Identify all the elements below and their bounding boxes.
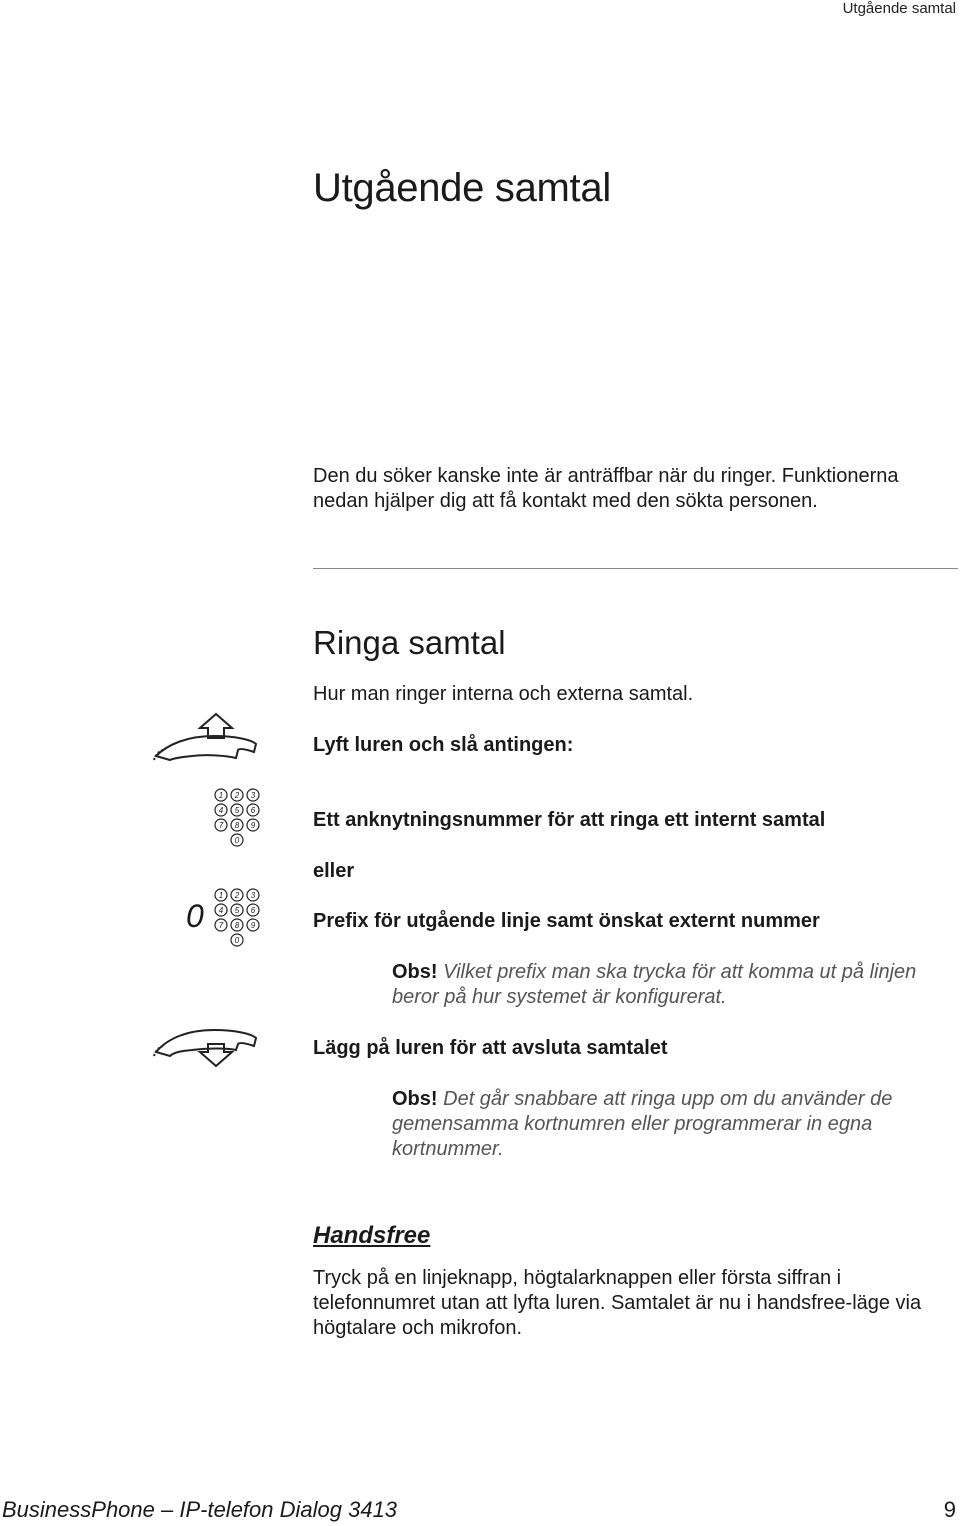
handsfree-body: Tryck på en linjeknapp, högtalarknappen eller första siffran i telefonnumret utan att lyfta luren. Samtalet är nu i handsfree-läge via högtalare och mikrofon.: [313, 1267, 922, 1339]
step-lift-handset: Lyft luren och slå antingen:: [313, 734, 574, 756]
footer-product: BusinessPhone – IP-telefon Dialog 3413: [2, 1497, 398, 1522]
prefix-zero-key: 0: [186, 898, 204, 934]
note-prefix: [392, 960, 957, 1010]
keypad-icon: [212, 786, 262, 850]
handset-hangup-icon: [148, 1022, 260, 1070]
svg-text:5: 5: [234, 806, 240, 815]
handsfree-title: Handsfree: [313, 1222, 431, 1249]
note-label: Obs!: [392, 961, 438, 983]
note-shortnumbers: [392, 1087, 957, 1162]
footer-page-number: 9: [943, 1497, 956, 1522]
or-label: eller: [313, 860, 355, 882]
step-internal-call: Ett anknytningsnummer för att ringa ett internt samtal: [313, 809, 826, 831]
svg-text:4: 4: [218, 906, 224, 915]
svg-text:3: 3: [250, 791, 256, 800]
svg-text:7: 7: [218, 921, 224, 930]
step-hangup: Lägg på luren för att avsluta samtalet: [313, 1037, 668, 1059]
svg-text:6: 6: [250, 806, 256, 815]
svg-text:9: 9: [250, 821, 256, 830]
running-header: Utgående samtal: [842, 0, 956, 17]
svg-text:0: 0: [234, 836, 240, 845]
svg-text:5: 5: [234, 906, 240, 915]
svg-text:2: 2: [234, 791, 240, 800]
note-text: Det går snabbare att ringa upp om du använder de gemensamma kortnumren eller programmerar in egna kortnummer.: [392, 1088, 893, 1160]
svg-text:3: 3: [250, 891, 256, 900]
svg-text:1: 1: [218, 891, 224, 900]
step-external-call: Prefix för utgående linje samt önskat externt nummer: [313, 910, 820, 932]
svg-text:1: 1: [218, 791, 224, 800]
chapter-title: Utgående samtal: [313, 166, 611, 210]
svg-text:0: 0: [234, 936, 240, 945]
note-text: Vilket prefix man ska trycka för att komma ut på linjen beror på hur systemet är konfigurerat.: [392, 961, 917, 1008]
svg-text:8: 8: [234, 921, 240, 930]
note-label: Obs!: [392, 1088, 438, 1110]
keypad-icon: [212, 886, 262, 950]
handset-lift-icon: [148, 708, 260, 764]
svg-text:8: 8: [234, 821, 240, 830]
svg-text:4: 4: [218, 806, 224, 815]
section-divider: [313, 568, 958, 569]
section-subtitle: Hur man ringer interna och externa samtal.: [313, 683, 694, 705]
chapter-intro: Den du söker kanske inte är anträffbar när du ringer. Funktionerna nedan hjälper dig att få kontakt med den sökta personen.: [313, 465, 899, 512]
svg-text:6: 6: [250, 906, 256, 915]
section-title: Ringa samtal: [313, 624, 506, 661]
svg-text:7: 7: [218, 821, 224, 830]
svg-text:9: 9: [250, 921, 256, 930]
svg-text:2: 2: [234, 891, 240, 900]
